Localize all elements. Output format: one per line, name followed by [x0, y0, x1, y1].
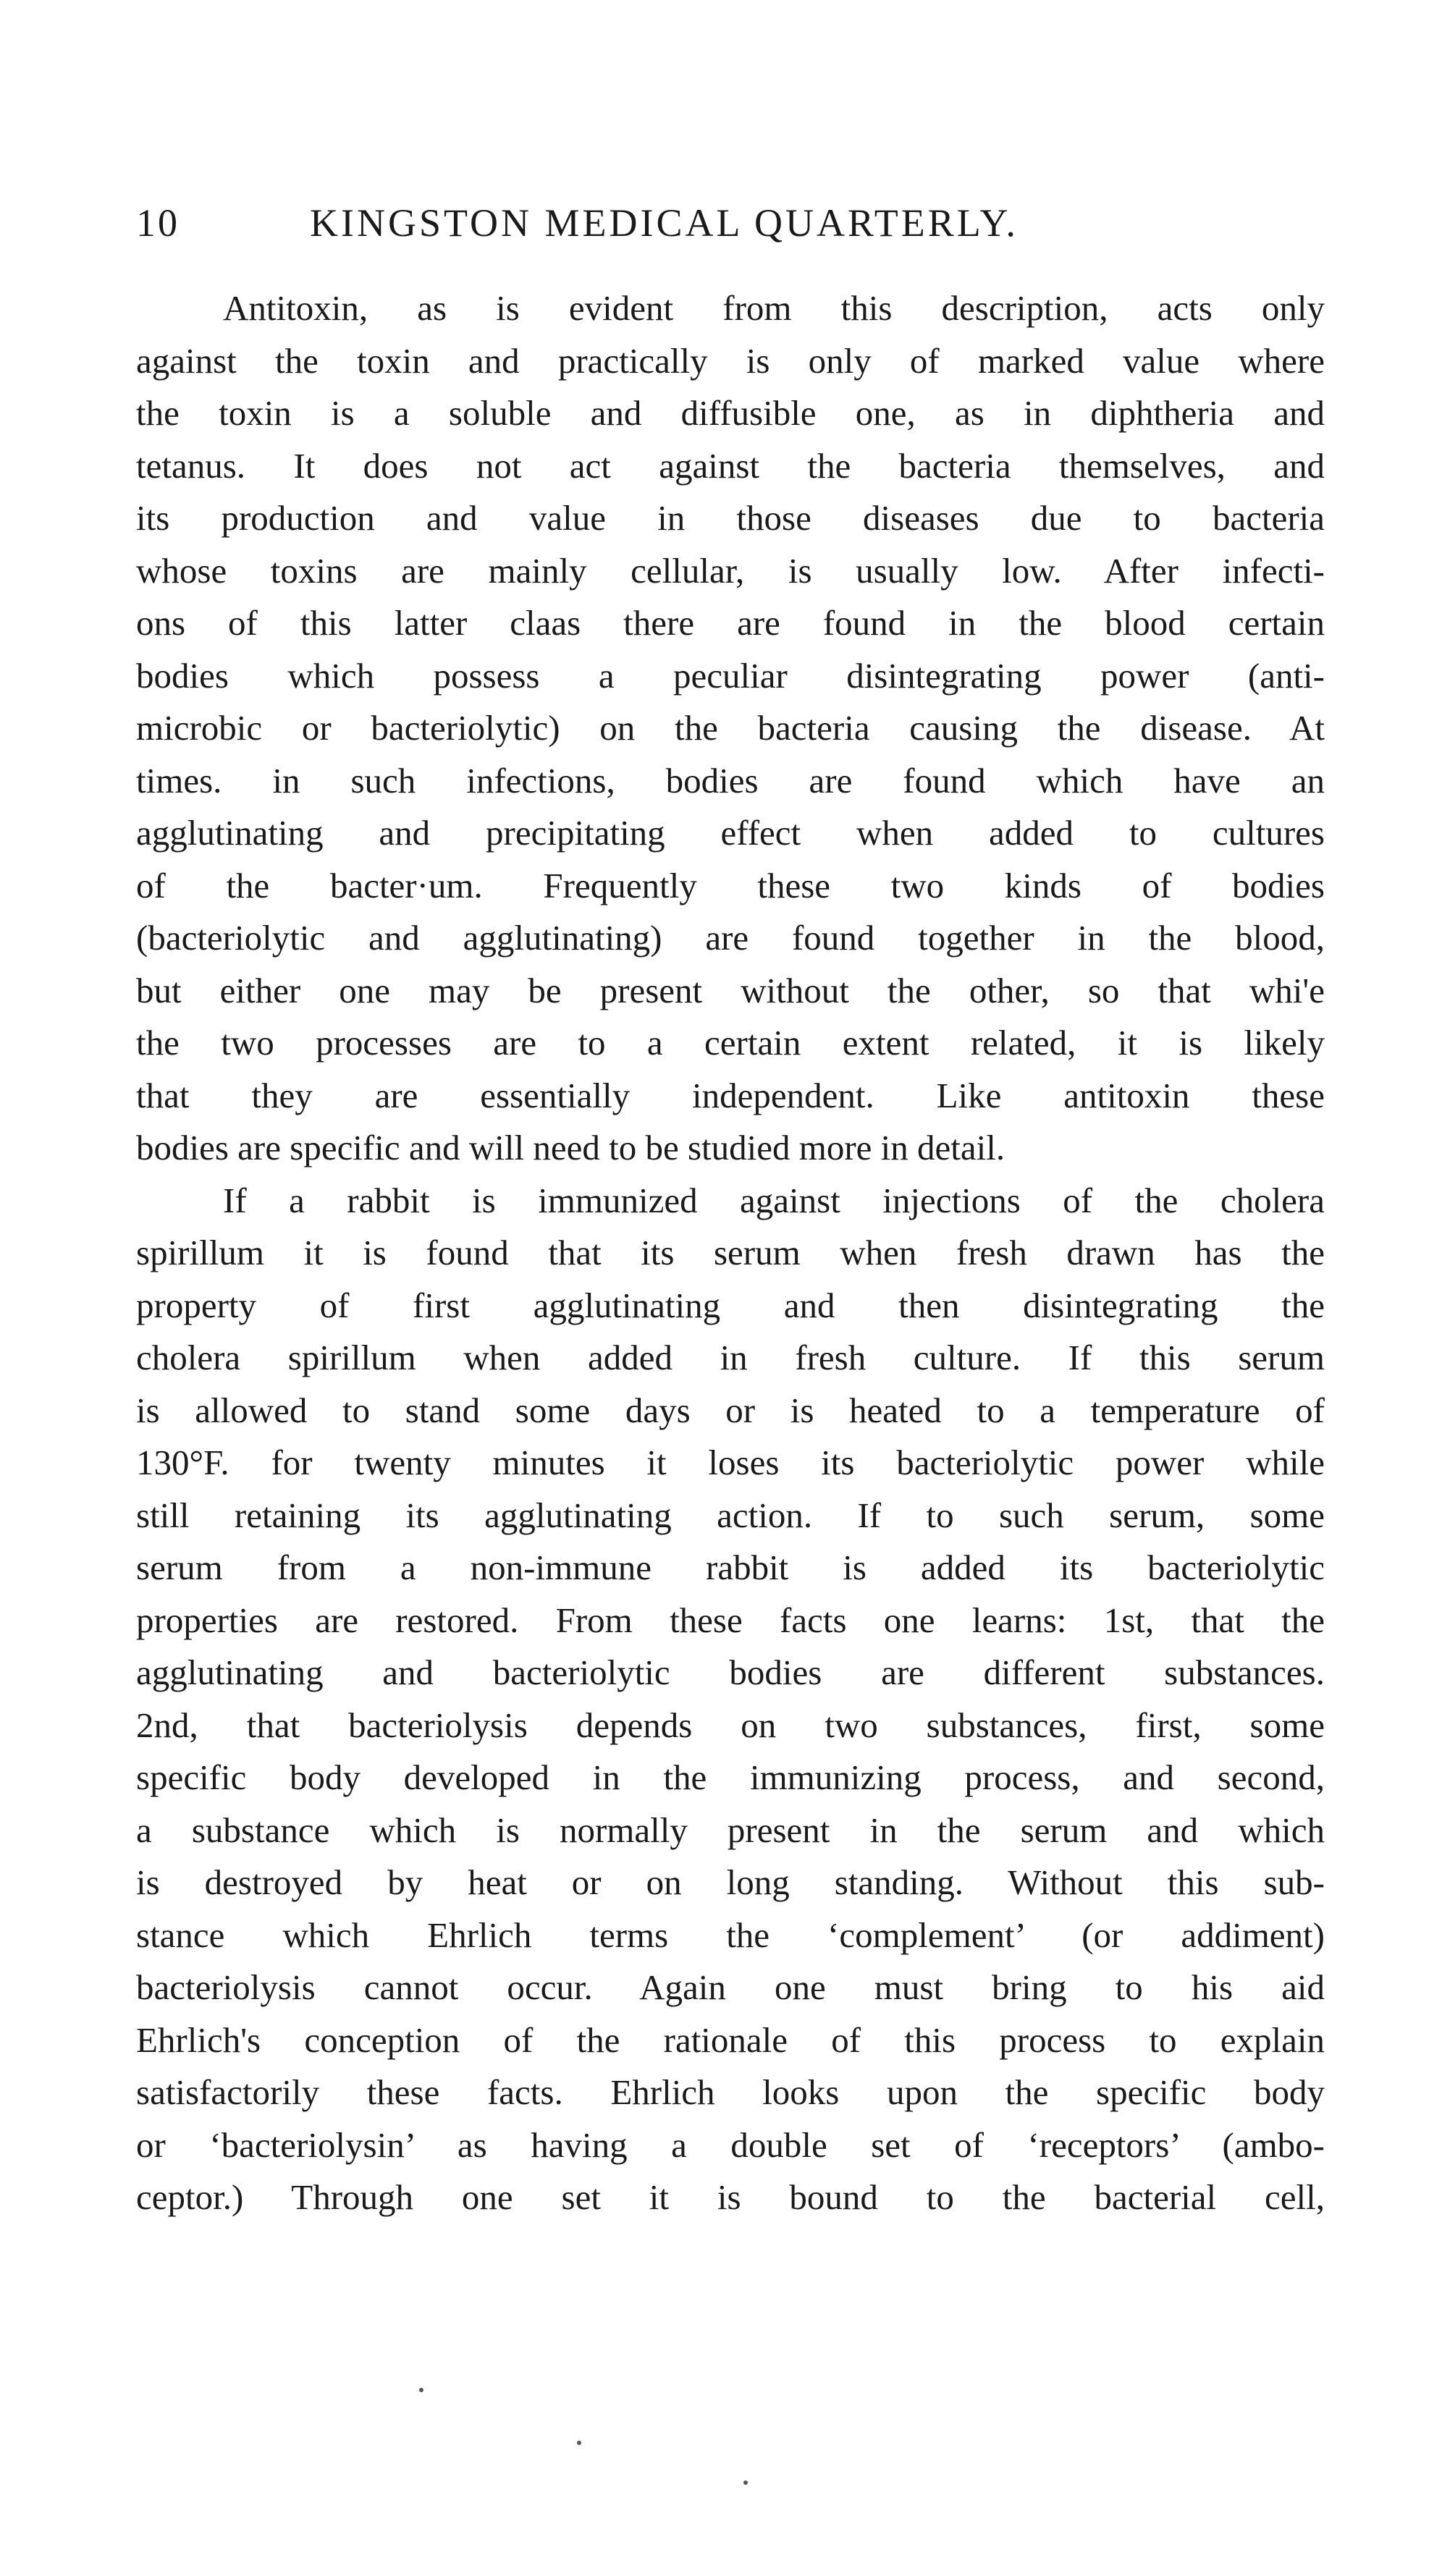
text-line: Ehrlich's conception of the rationale of this process to explain	[136, 2019, 1325, 2060]
text-line: ceptor.) Through one set it is bound to the bacterial cell,	[136, 2177, 1325, 2217]
text-line: bacteriolysis cannot occur. Again one must bring to his aid	[136, 1967, 1325, 2007]
page-number: 10	[136, 201, 180, 245]
scan-speck	[743, 2480, 748, 2485]
text-line: spirillum it is found that its serum when fresh drawn has the	[136, 1233, 1325, 1272]
text-line: the two processes are to a certain extent related, it is likely	[136, 1023, 1325, 1063]
text-line: its production and value in those diseases due to bacteria	[136, 498, 1325, 538]
text-line: stance which Ehrlich terms the ‘complement’ (or addiment)	[136, 1914, 1325, 1955]
text-line: properties are restored. From these facts one learns: 1st, that the	[136, 1600, 1325, 1640]
scan-speck	[419, 2388, 423, 2392]
text-line: serum from a non-immune rabbit is added its bacteriolytic	[136, 1547, 1325, 1587]
text-line: of the bacter·um. Frequently these two kinds of bodies	[136, 865, 1325, 905]
text-line: agglutinating and precipitating effect when added to cultures	[136, 813, 1325, 853]
text-line: is allowed to stand some days or is heated to a temperature of	[136, 1390, 1325, 1430]
text-line: 2nd, that bacteriolysis depends on two substances, first, some	[136, 1705, 1325, 1745]
running-head	[136, 194, 1186, 252]
text-line: is destroyed by heat or on long standing. Without this sub-	[136, 1862, 1325, 1902]
text-line: still retaining its agglutinating action. If to such serum, some	[136, 1495, 1325, 1535]
text-line: a substance which is normally present in the serum and which	[136, 1809, 1325, 1850]
text-line: times. in such infections, bodies are found which have an	[136, 760, 1325, 801]
text-line: cholera spirillum when added in fresh culture. If this serum	[136, 1338, 1325, 1377]
text-line: but either one may be present without the other, so that whi'e	[136, 970, 1325, 1010]
text-line: 130°F. for twenty minutes it loses its bacteriolytic power while	[136, 1443, 1325, 1482]
text-line: (bacteriolytic and agglutinating) are found together in the blood,	[136, 918, 1325, 958]
body-text	[136, 282, 1325, 2224]
journal-title: KINGSTON MEDICAL QUARTERLY.	[310, 201, 1019, 245]
text-line: microbic or bacteriolytic) on the bacteria causing the disease. At	[136, 708, 1325, 748]
text-line: bodies which possess a peculiar disintegrating power (anti-	[136, 655, 1325, 696]
text-line: tetanus. It does not act against the bacteria themselves, and	[136, 445, 1325, 486]
text-line: specific body developed in the immunizing process, and second,	[136, 1757, 1325, 1797]
text-line: whose toxins are mainly cellular, is usually low. After infecti-	[136, 550, 1325, 591]
text-line: ons of this latter claas there are found in the blood certain	[136, 603, 1325, 643]
text-line: If a rabbit is immunized against injections of the cholera	[223, 1180, 1325, 1220]
text-line: against the toxin and practically is only of marked value where	[136, 340, 1325, 381]
text-line: that they are essentially independent. Like antitoxin these	[136, 1075, 1325, 1115]
scan-speck	[577, 2441, 581, 2445]
text-line: satisfactorily these facts. Ehrlich looks upon the specific body	[136, 2072, 1325, 2112]
text-line: Antitoxin, as is evident from this description, acts only	[223, 288, 1325, 328]
text-line: property of first agglutinating and then disintegrating the	[136, 1285, 1325, 1325]
text-line: bodies are specific and will need to be studied more in detail.	[136, 1128, 1005, 1167]
text-line: agglutinating and bacteriolytic bodies are different substances.	[136, 1652, 1325, 1692]
text-line: or ‘bacteriolysin’ as having a double set of ‘receptors’ (ambo-	[136, 2124, 1325, 2165]
text-line: the toxin is a soluble and diffusible one, as in diphtheria and	[136, 393, 1325, 433]
